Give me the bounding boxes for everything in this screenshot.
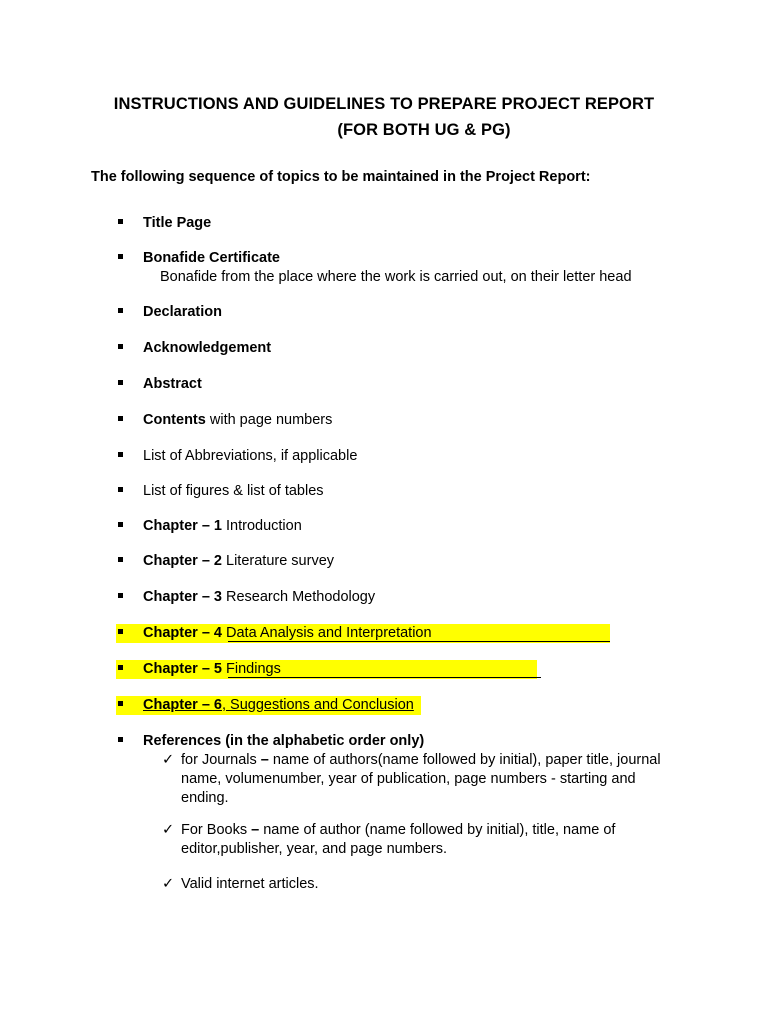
intro-text: The following sequence of topics to be maintained in the Project Report:	[91, 169, 591, 185]
bullet-icon	[118, 254, 123, 259]
bullet-icon	[118, 593, 123, 598]
topic-text	[143, 553, 334, 569]
topic-bold-label: Chapter – 1	[143, 518, 222, 534]
topic-bold-label: Chapter – 2	[143, 553, 222, 569]
topic-text	[143, 250, 280, 266]
document-title: INSTRUCTIONS AND GUIDELINES TO PREPARE PROJECT REPORT	[113, 95, 655, 113]
topic-text	[143, 304, 222, 320]
bullet-icon	[118, 557, 123, 562]
check-icon: ✓	[162, 752, 175, 768]
topic-bold-label: Chapter – 4	[143, 625, 222, 641]
bullet-icon	[118, 522, 123, 527]
topic-bold-label: Chapter – 6	[143, 697, 222, 713]
topic-text	[143, 625, 432, 641]
reference-internet: Valid internet articles.	[181, 876, 319, 892]
topic-rest-label: Research Methodology	[221, 589, 376, 605]
topic-text	[143, 733, 424, 749]
topic-text	[143, 589, 375, 605]
topic-bold-label: Chapter – 5	[143, 661, 222, 677]
bullet-icon	[118, 701, 123, 706]
check-icon: ✓	[162, 876, 175, 892]
topic-bold-label: Chapter – 3	[143, 589, 222, 605]
reference-books: For Books – name of author (name followed by initial), title, name of editor,publisher, year, and page numbers.	[181, 822, 616, 857]
document-subtitle: (FOR BOTH UG & PG)	[337, 121, 511, 139]
bullet-icon	[118, 344, 123, 349]
bullet-icon	[118, 665, 123, 670]
topic-bold-label: Bonafide Certificate	[143, 250, 280, 266]
topic-text	[143, 412, 332, 428]
bullet-icon	[118, 219, 123, 224]
bullet-icon	[118, 487, 123, 492]
topic-rest-label: Literature survey	[221, 553, 335, 569]
bonafide-description: Bonafide from the place where the work is carried out, on their letter head	[160, 269, 632, 285]
topic-text	[143, 661, 281, 677]
topic-bold-label: References (in the alphabetic order only)	[143, 733, 425, 749]
check-icon: ✓	[162, 822, 175, 838]
bullet-icon	[118, 452, 123, 457]
bullet-icon	[118, 416, 123, 421]
topic-bold-label: Contents	[143, 412, 206, 428]
topic-text	[143, 448, 357, 464]
topic-text	[143, 215, 211, 231]
bullet-icon	[118, 308, 123, 313]
bullet-icon	[118, 380, 123, 385]
underline-chapter-4	[228, 641, 610, 642]
topic-bold-label: Title Page	[143, 215, 212, 231]
underline-chapter-5	[228, 677, 541, 678]
topic-text	[143, 483, 324, 499]
topic-rest-label: , Suggestions and Conclusion	[221, 697, 414, 713]
topic-bold-label: Abstract	[143, 376, 202, 392]
topic-text	[143, 340, 271, 356]
topic-bold-label: Declaration	[143, 304, 222, 320]
topic-rest-label: Findings	[221, 661, 281, 677]
topic-text	[143, 376, 202, 392]
topic-rest-label: Data Analysis and Interpretation	[221, 625, 432, 641]
topic-text	[143, 697, 414, 713]
topic-rest-label: List of Abbreviations, if applicable	[143, 448, 358, 464]
topic-rest-label: Introduction	[221, 518, 302, 534]
topic-rest-label: List of figures & list of tables	[143, 483, 324, 499]
topic-rest-label: with page numbers	[205, 412, 333, 428]
bullet-icon	[118, 629, 123, 634]
bullet-icon	[118, 737, 123, 742]
topic-text	[143, 518, 302, 534]
reference-journals: for Journals – name of authors(name followed by initial), paper title, journal name, volumenumber, year of publication, page numbers - starting and ending.	[181, 752, 661, 806]
topic-bold-label: Acknowledgement	[143, 340, 272, 356]
